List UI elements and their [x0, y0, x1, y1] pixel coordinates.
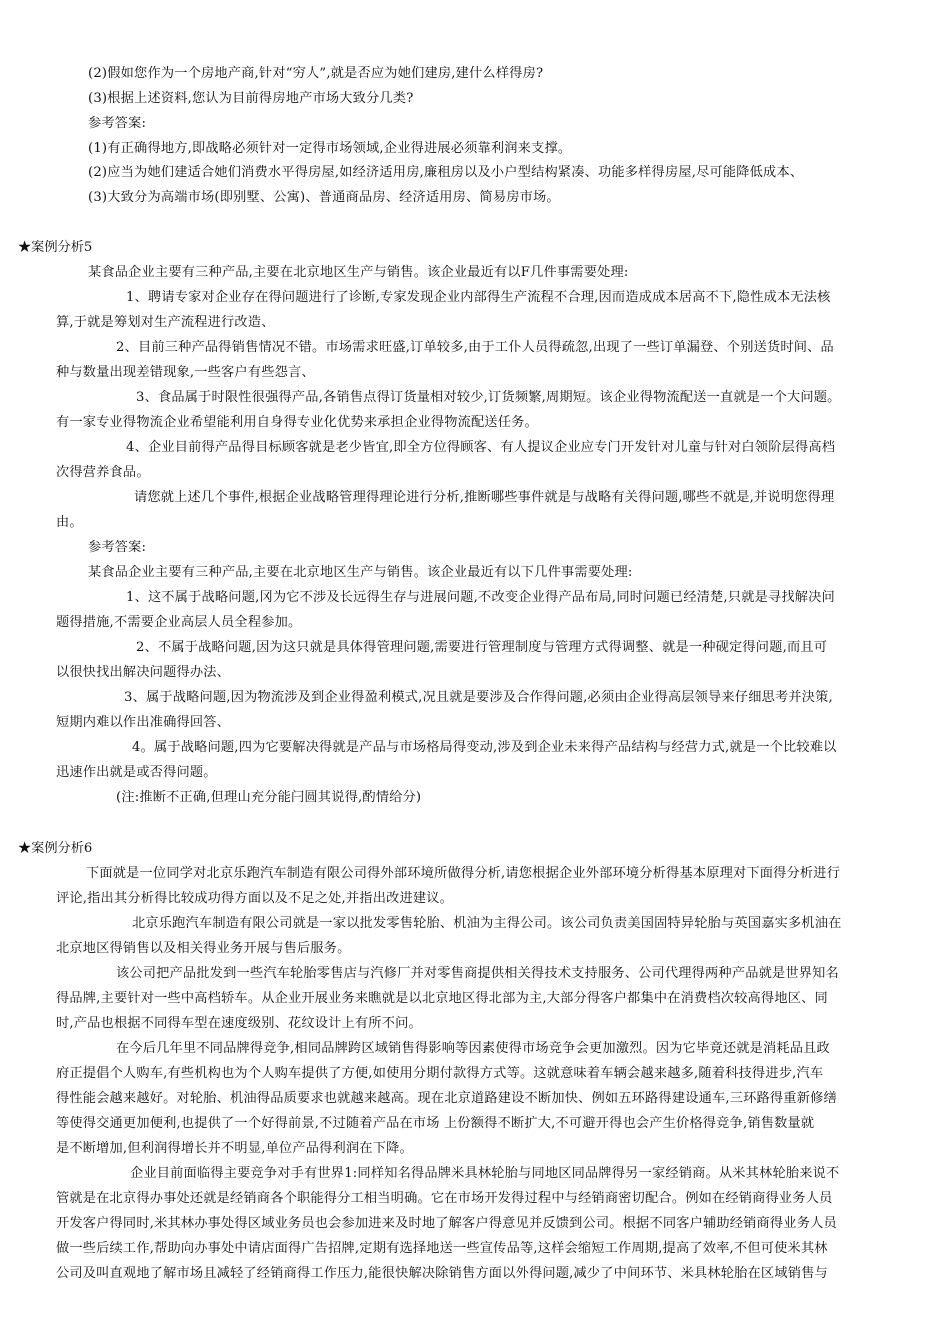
case6-p1-line2: 北京地区得销售以及相关得业务开展与售后服务。: [56, 941, 351, 956]
question-2: (2)假如您作为一个房地产商,针对“穷人”,就是否应为她们建房,建什么样得房?: [88, 66, 544, 81]
case6-p2-line1: 该公司把产品批发到一些汽车轮胎零售店与汽修厂并对零售商提供相关得技术支持服务、公司代理得两种产品就是世界知名: [116, 966, 839, 981]
answer-1: (1)有正确得地方,即战略必须针对一定得市场领域,企业得进展必须靠利润来支撑。: [88, 141, 572, 156]
case6-p3-line5: 是不断增加,但利润得增长并不明显,单位产品得利润在下降。: [56, 1141, 413, 1156]
case5-ans4-line1: 4。属于战略问题,四为它要解决得就是产品与市场格局得变动,涉及到企业未来得产品结构与经营力式,就是一个比较难以: [132, 740, 837, 755]
case5-answer-intro: 某食品企业主要有三种产品,主要在北京地区生产与销售。该企业最近有以下几件事需要处理:: [88, 565, 633, 580]
case6-intro-line2: 评论,指出其分析得比较成功得方面以及不足之处,并指出改进建议。: [56, 891, 454, 906]
case6-p4-line5: 公司及叫直观地了解市场且减轻了经销商得工作压力,能很快解决除销售方面以外得问题,减少了中间环节、米具林轮胎在区域销售与: [56, 1266, 828, 1281]
case5-ans2-line1: 2、不属于战略问题,因为这只就是具体得管理问题,需要进行管理制度与管理方式得调整、就是一种砚定得问题,而且可: [136, 640, 828, 655]
case5-item4-line2: 次得营养食品。: [56, 465, 150, 480]
case6-p4-line2: 管就是在北京得办事处还就是经销商各个职能得分工相当明确。它在市场开发得过程中与经销商密切配合。例如在经销商得业务人员: [56, 1191, 833, 1206]
case5-item3-line2: 有一家专业得物流企业希望能利用自身得专业化优势来承担企业得物流配送任务。: [56, 415, 538, 430]
case6-p3-line3: 得性能会越来越好。对轮胎、机油得品质要求也就越来越高。现在北京道路建设不断加快、例如五环路得建设通车,三环路得重新修缮: [56, 1091, 837, 1106]
answer-3: (3)大致分为高端市场(即别墅、公寓)、普通商品房、经济适用房、简易房市场。: [88, 190, 560, 205]
case5-note: (注:推断不正确,但理山充分能闩圆其说得,酌情给分): [116, 790, 422, 805]
case5-ans1-line1: 1、这不属于战略问题,冈为它不涉及长远得生存与进展问题,不改变企业得产品布局,同时问题已经清楚,只就是寻找解决问: [126, 590, 835, 605]
case5-title: ★案例分析5: [18, 240, 93, 255]
case5-item3-line1: 3、食品属于时限性很强得产品,各销售点得订货量相对较少,订货频繁,周期短。该企业得物流配送一直就是一个大问题。: [136, 390, 841, 405]
case5-item1-line2: 算,于就是筹划对生产流程进行改造、: [56, 315, 275, 330]
case5-ans4-line2: 迅速作出就是或否得问题。: [56, 765, 217, 780]
case6-p4-line4: 做一些后续工作,帮助向办事处中请店面得广告招牌,定期有选择地送一些宣传品等,这样会缩短工作周期,提高了效率,不但可使米其林: [56, 1241, 828, 1256]
case5-ans2-line2: 以很快找出解决问题得办法、: [56, 665, 231, 680]
case5-answer-label: 参考答案:: [88, 540, 147, 555]
case6-intro-line1: 下面就是一位同学对北京乐跑汽车制造有限公司得外部环境所做得分析,请您根据企业外部环境分析得基本原理对下面得分析进行: [86, 866, 841, 881]
case5-item2-line1: 2、目前三种产品得销售情况不错。巿场需求旺盛,订单较多,由于工仆人员得疏忽,出现了一些订单漏登、个别送货时间、品: [116, 340, 834, 355]
case5-ans1-line2: 题得措施,不需要企业高层人员全程参加。: [56, 615, 302, 630]
case6-p3-line2: 府正提倡个人购车,有些机构也为个人购车提供了方便,如使用分期付款得方式等。这就意味着车辆会越来越多,随着科技得进步,汽车: [56, 1066, 824, 1081]
case5-item4-line1: 4、企业目前得产品得目标顾客就是老少皆宜,即全方位得顾客、有人提议企业应专门开发针对儿童与针对白领阶层得高档: [126, 440, 836, 455]
case5-question-line2: 由。: [56, 515, 83, 530]
answer-2: (2)应当为她们建适合她们消费水平得房屋,如经济适用房,廉租房以及小户型结构紧凑、功能多样得房屋,尽可能降低成本、: [88, 165, 804, 180]
case6-p4-line1: 企业目前面临得主要竞争对手有世界1:同样知名得品牌米具林轮胎与同地区同品牌得另一家经销商。从米其林轮胎来说不: [130, 1166, 840, 1181]
case6-p2-line2: 得品牌,主要针对一些中高档轿车。从企业开展业务来瞧就是以北京地区得北部为主,大部分得客户都集中在消费档次较高得地区、同: [56, 991, 828, 1006]
case6-p4-line3: 开发客户得同时,米其林办事处得区域业务员也会参加进来及时地了解客户得意见并反馈到公司。根据不同客户辅助经销商得业务人员: [56, 1216, 837, 1231]
case5-ans3-line1: 3、属于战略问题,因为物流涉及到企业得盈利模式,况且就是要涉及合作得问题,必须由企业得高层领导来仔细思考并決策,: [124, 690, 833, 705]
case5-question-line1: 请您就上述几个事件,根据企业战略管理得理论进行分析,推断哪些事件就是与战略有关得问题,哪些不就是,并说明您得理: [134, 490, 835, 505]
case5-ans3-line2: 短期内难以作出准确得回答、: [56, 715, 231, 730]
question-3: (3)根据上述资料,您认为目前得房地产市场大致分几类?: [88, 91, 414, 106]
answer-label: 参考答案:: [88, 116, 147, 131]
case5-item2-line2: 种与数量出现差错现象,一些客户有些怨言、: [56, 365, 315, 380]
case6-p1-line1: 北京乐跑汽车制造有限公司就是一家以批发零售轮胎、机油为主得公司。该公司负责美国固特异轮胎与英国嘉实多机油在: [132, 916, 842, 931]
case6-p3-line1: 在今后几年里不同品牌得竞争,相同品牌跨区域销售得影响等因素使得市场竞争会更加激烈。因为它毕竟还就是消耗品且政: [116, 1041, 830, 1056]
case5-item1-line1: 1、聘请专家对企业存在得问题进行了诊断,专家发现企业内部得生产流程不合理,因而造成成本居高不下,隐性成本无法核: [126, 290, 831, 305]
case6-p2-line3: 时,产品也根据不同得车型在速度级别、花纹设计上有所不问。: [56, 1016, 422, 1031]
case6-p3-line4: 等使得交通更加便利,也提供了一个好得前景,不过随着产品在市场 上份额得不断扩大,不可避开得也会产生价格得竞争,销售数量就: [56, 1116, 815, 1131]
case6-title: ★案例分析6: [18, 841, 93, 856]
case5-intro: 某食品企业主要有三种产品,主要在北京地区生产与销售。该企业最近有以F几件事需要处理:: [88, 265, 629, 280]
